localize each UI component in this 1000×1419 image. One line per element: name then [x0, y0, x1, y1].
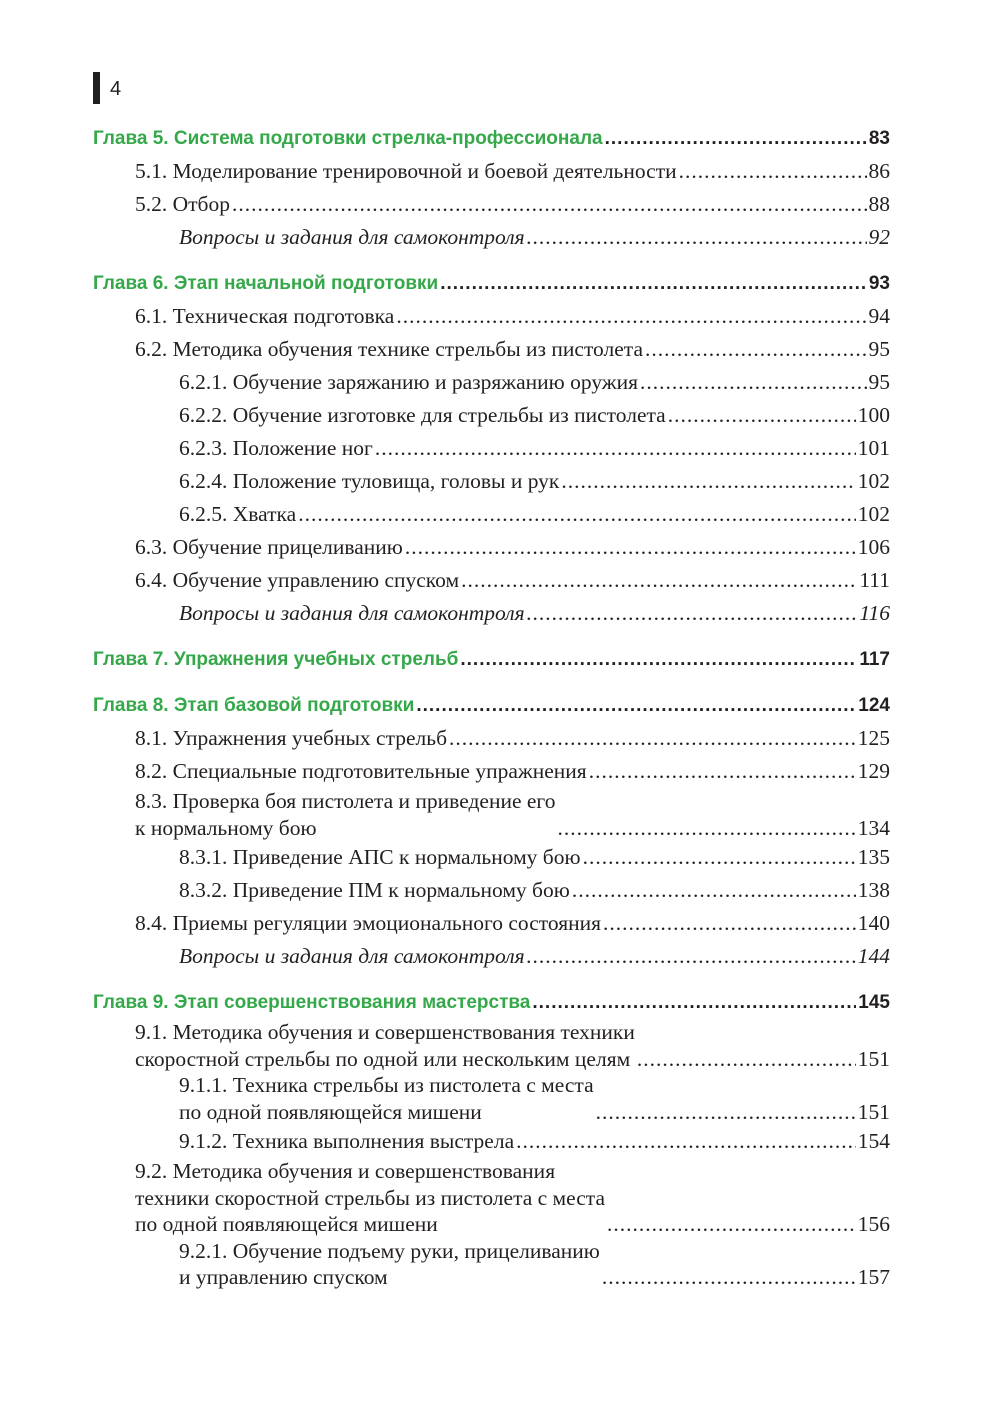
- dot-leader: [440, 267, 867, 300]
- toc-chapter[interactable]: [93, 267, 890, 300]
- toc-entry-title: 6.2. Методика обучения технике стрельбы из пистолета: [135, 337, 643, 361]
- toc-entry-title: 6.2.1. Обучение заряжанию и разряжанию оружия: [179, 370, 639, 394]
- dot-leader: [583, 841, 856, 874]
- toc-page-number: 102: [857, 502, 890, 526]
- dot-leader: [449, 722, 856, 755]
- toc-page-number: 88: [868, 192, 890, 216]
- toc-page-number: 83: [868, 128, 890, 149]
- toc-entry[interactable]: [93, 333, 890, 366]
- toc-entry-title: 6.3. Обучение прицеливанию: [135, 535, 403, 559]
- toc-page-number: 156: [857, 1212, 890, 1236]
- toc-page-number: 125: [857, 726, 890, 750]
- toc-page-number: 93: [868, 273, 890, 294]
- toc-entry-title-line: по одной появляющейся мишени: [135, 1212, 438, 1236]
- toc-page-number: 94: [868, 304, 890, 328]
- toc-page-number: 157: [857, 1265, 890, 1289]
- dot-leader: [527, 597, 858, 630]
- dot-leader: [405, 531, 856, 564]
- toc-entry[interactable]: [93, 432, 890, 465]
- toc-entry-title-line: 9.2. Методика обучения и совершенствования: [135, 1159, 556, 1183]
- toc-entry-title: Вопросы и задания для самоконтроля: [179, 225, 525, 249]
- toc-entry[interactable]: [93, 564, 890, 597]
- dot-leader: [375, 432, 856, 465]
- toc-page-number: 117: [859, 649, 890, 670]
- toc-page-number: 138: [857, 878, 890, 902]
- toc-entry[interactable]: [93, 465, 890, 498]
- toc-entry-title: 5.1. Моделирование тренировочной и боевой деятельности: [135, 159, 677, 183]
- toc-page-number: 86: [868, 159, 890, 183]
- toc-entry-title: 6.2.4. Положение туловища, головы и рук: [179, 469, 560, 493]
- toc-entry[interactable]: [93, 841, 890, 874]
- toc-entry-title: 8.2. Специальные подготовительные упражнения: [135, 759, 587, 783]
- toc-chapter[interactable]: [93, 986, 890, 1019]
- dot-leader: [461, 564, 857, 597]
- toc-entry-title-line: техники скоростной стрельбы из пистолета с места: [135, 1185, 605, 1210]
- toc-entry[interactable]: [93, 1238, 890, 1291]
- toc-questions[interactable]: [93, 221, 890, 254]
- toc-entry[interactable]: [93, 366, 890, 399]
- toc-entry[interactable]: [93, 788, 890, 841]
- toc-entry[interactable]: [93, 188, 890, 221]
- toc-entry[interactable]: [93, 498, 890, 531]
- toc-entry-title: [179, 1238, 600, 1291]
- toc-page-number: 116: [859, 601, 890, 625]
- dot-leader: [679, 155, 867, 188]
- dot-leader: [460, 643, 857, 676]
- toc-entry-title-line: 9.1.1. Техника стрельбы из пистолета с места: [179, 1073, 594, 1097]
- toc-chapter[interactable]: [93, 689, 890, 722]
- toc-entry-title-line: 9.1. Методика обучения и совершенствования техники: [135, 1020, 635, 1044]
- toc-entry-title-line: и управлению спуском: [179, 1265, 388, 1289]
- toc-entry-title: 8.3.1. Приведение АПС к нормальному бою: [179, 845, 581, 869]
- toc-entry-title: Вопросы и задания для самоконтроля: [179, 601, 525, 625]
- toc-page-number: 124: [858, 695, 890, 716]
- toc-entry[interactable]: [93, 874, 890, 907]
- toc-entry-title: 8.1. Упражнения учебных стрельб: [135, 726, 448, 750]
- dot-leader: [557, 815, 855, 842]
- toc-entry[interactable]: [93, 722, 890, 755]
- dot-leader: [416, 689, 856, 722]
- toc-page-number: 106: [857, 535, 890, 559]
- toc-questions[interactable]: [93, 940, 890, 973]
- toc-entry-title: Глава 8. Этап базовой подготовки: [93, 695, 415, 716]
- toc-entry-title: 6.4. Обучение управлению спуском: [135, 568, 460, 592]
- dot-leader: [532, 986, 856, 1019]
- toc-entry[interactable]: [93, 399, 890, 432]
- toc-entry-title: 8.4. Приемы регуляции эмоционального состояния: [135, 911, 602, 935]
- toc-entry-title: Вопросы и задания для самоконтроля: [179, 944, 525, 968]
- toc-entry-title: [135, 1158, 605, 1238]
- toc-entry[interactable]: [93, 531, 890, 564]
- toc-page-number: 100: [857, 403, 890, 427]
- toc-page-number: 151: [857, 1099, 890, 1124]
- toc-chapter[interactable]: [93, 643, 890, 676]
- toc-entry-title: Глава 6. Этап начальной подготовки: [93, 273, 439, 294]
- toc-page-number: 92: [868, 225, 890, 249]
- toc-entry-title: 6.2.5. Хватка: [179, 502, 297, 526]
- toc-entry-title: Глава 9. Этап совершенствования мастерства: [93, 992, 531, 1013]
- dot-leader: [668, 399, 856, 432]
- toc-entry-title: 6.2.2. Обучение изготовке для стрельбы из пистолета: [179, 403, 666, 427]
- toc-entry-title: [179, 1072, 594, 1125]
- toc-page-number: 101: [857, 436, 890, 460]
- toc-entry[interactable]: [93, 155, 890, 188]
- dot-leader: [561, 465, 855, 498]
- toc-entry-title: 6.1. Техническая подготовка: [135, 304, 395, 328]
- toc-entry[interactable]: [93, 1125, 890, 1158]
- toc-page-number: 144: [857, 944, 890, 968]
- toc-entry-title-line: к нормальному бою: [135, 815, 317, 840]
- dot-leader: [589, 755, 856, 788]
- dot-leader: [527, 221, 867, 254]
- toc-page-number: 134: [857, 815, 890, 840]
- toc-page-number: 140: [857, 911, 890, 935]
- dot-leader: [603, 907, 856, 940]
- toc-page-number: 95: [868, 337, 890, 361]
- table-of-contents: [93, 122, 890, 1291]
- toc-page-number: 135: [857, 845, 890, 869]
- toc-page-number: 129: [857, 759, 890, 783]
- dot-leader: [572, 874, 856, 907]
- toc-page-number: 151: [857, 1046, 890, 1071]
- dot-leader: [516, 1125, 856, 1158]
- toc-entry-title: Глава 5. Система подготовки стрелка-профессионала: [93, 128, 603, 149]
- toc-page-number: 111: [859, 568, 890, 592]
- toc-entry-title: 9.1.2. Техника выполнения выстрела: [179, 1129, 515, 1153]
- toc-entry-title: Глава 7. Упражнения учебных стрельб: [93, 649, 459, 670]
- toc-entry-title-line: скоростной стрельбы по одной или нескольким целям: [135, 1046, 631, 1071]
- dot-leader: [607, 1211, 856, 1238]
- toc-page-number: 145: [858, 992, 890, 1013]
- toc-page-number: 154: [857, 1129, 890, 1153]
- toc-page-number: 95: [868, 370, 890, 394]
- toc-entry[interactable]: [93, 1019, 890, 1072]
- dot-leader: [527, 940, 856, 973]
- toc-page-number: 102: [857, 469, 890, 493]
- toc-entry[interactable]: [93, 300, 890, 333]
- toc-entry-title: 5.2. Отбор: [135, 192, 230, 216]
- toc-entry-title-line: 8.3. Проверка боя пистолета и приведение его: [135, 789, 556, 813]
- toc-entry-title: [135, 788, 555, 841]
- toc-entry[interactable]: [93, 1072, 890, 1125]
- toc-entry-title-line: 9.2.1. Обучение подъему руки, прицеливанию: [179, 1238, 600, 1263]
- toc-entry-title: 8.3.2. Приведение ПМ к нормальному бою: [179, 878, 570, 902]
- page-marker: [93, 72, 100, 104]
- dot-leader: [640, 366, 866, 399]
- dot-leader: [605, 122, 867, 155]
- dot-leader: [637, 1046, 856, 1073]
- page-number: 4: [110, 78, 122, 100]
- toc-entry-title: [135, 1019, 635, 1072]
- toc-entry-title-line: по одной появляющейся мишени: [179, 1099, 482, 1124]
- toc-entry[interactable]: [93, 1158, 890, 1238]
- toc-entry-title: 6.2.3. Положение ног: [179, 436, 373, 460]
- dot-leader: [596, 1099, 856, 1126]
- dot-leader: [232, 188, 867, 221]
- toc-questions[interactable]: [93, 597, 890, 630]
- toc-chapter[interactable]: [93, 122, 890, 155]
- dot-leader: [396, 300, 866, 333]
- dot-leader: [645, 333, 867, 366]
- dot-leader: [602, 1264, 856, 1291]
- toc-entry[interactable]: [93, 907, 890, 940]
- dot-leader: [298, 498, 856, 531]
- toc-entry[interactable]: [93, 755, 890, 788]
